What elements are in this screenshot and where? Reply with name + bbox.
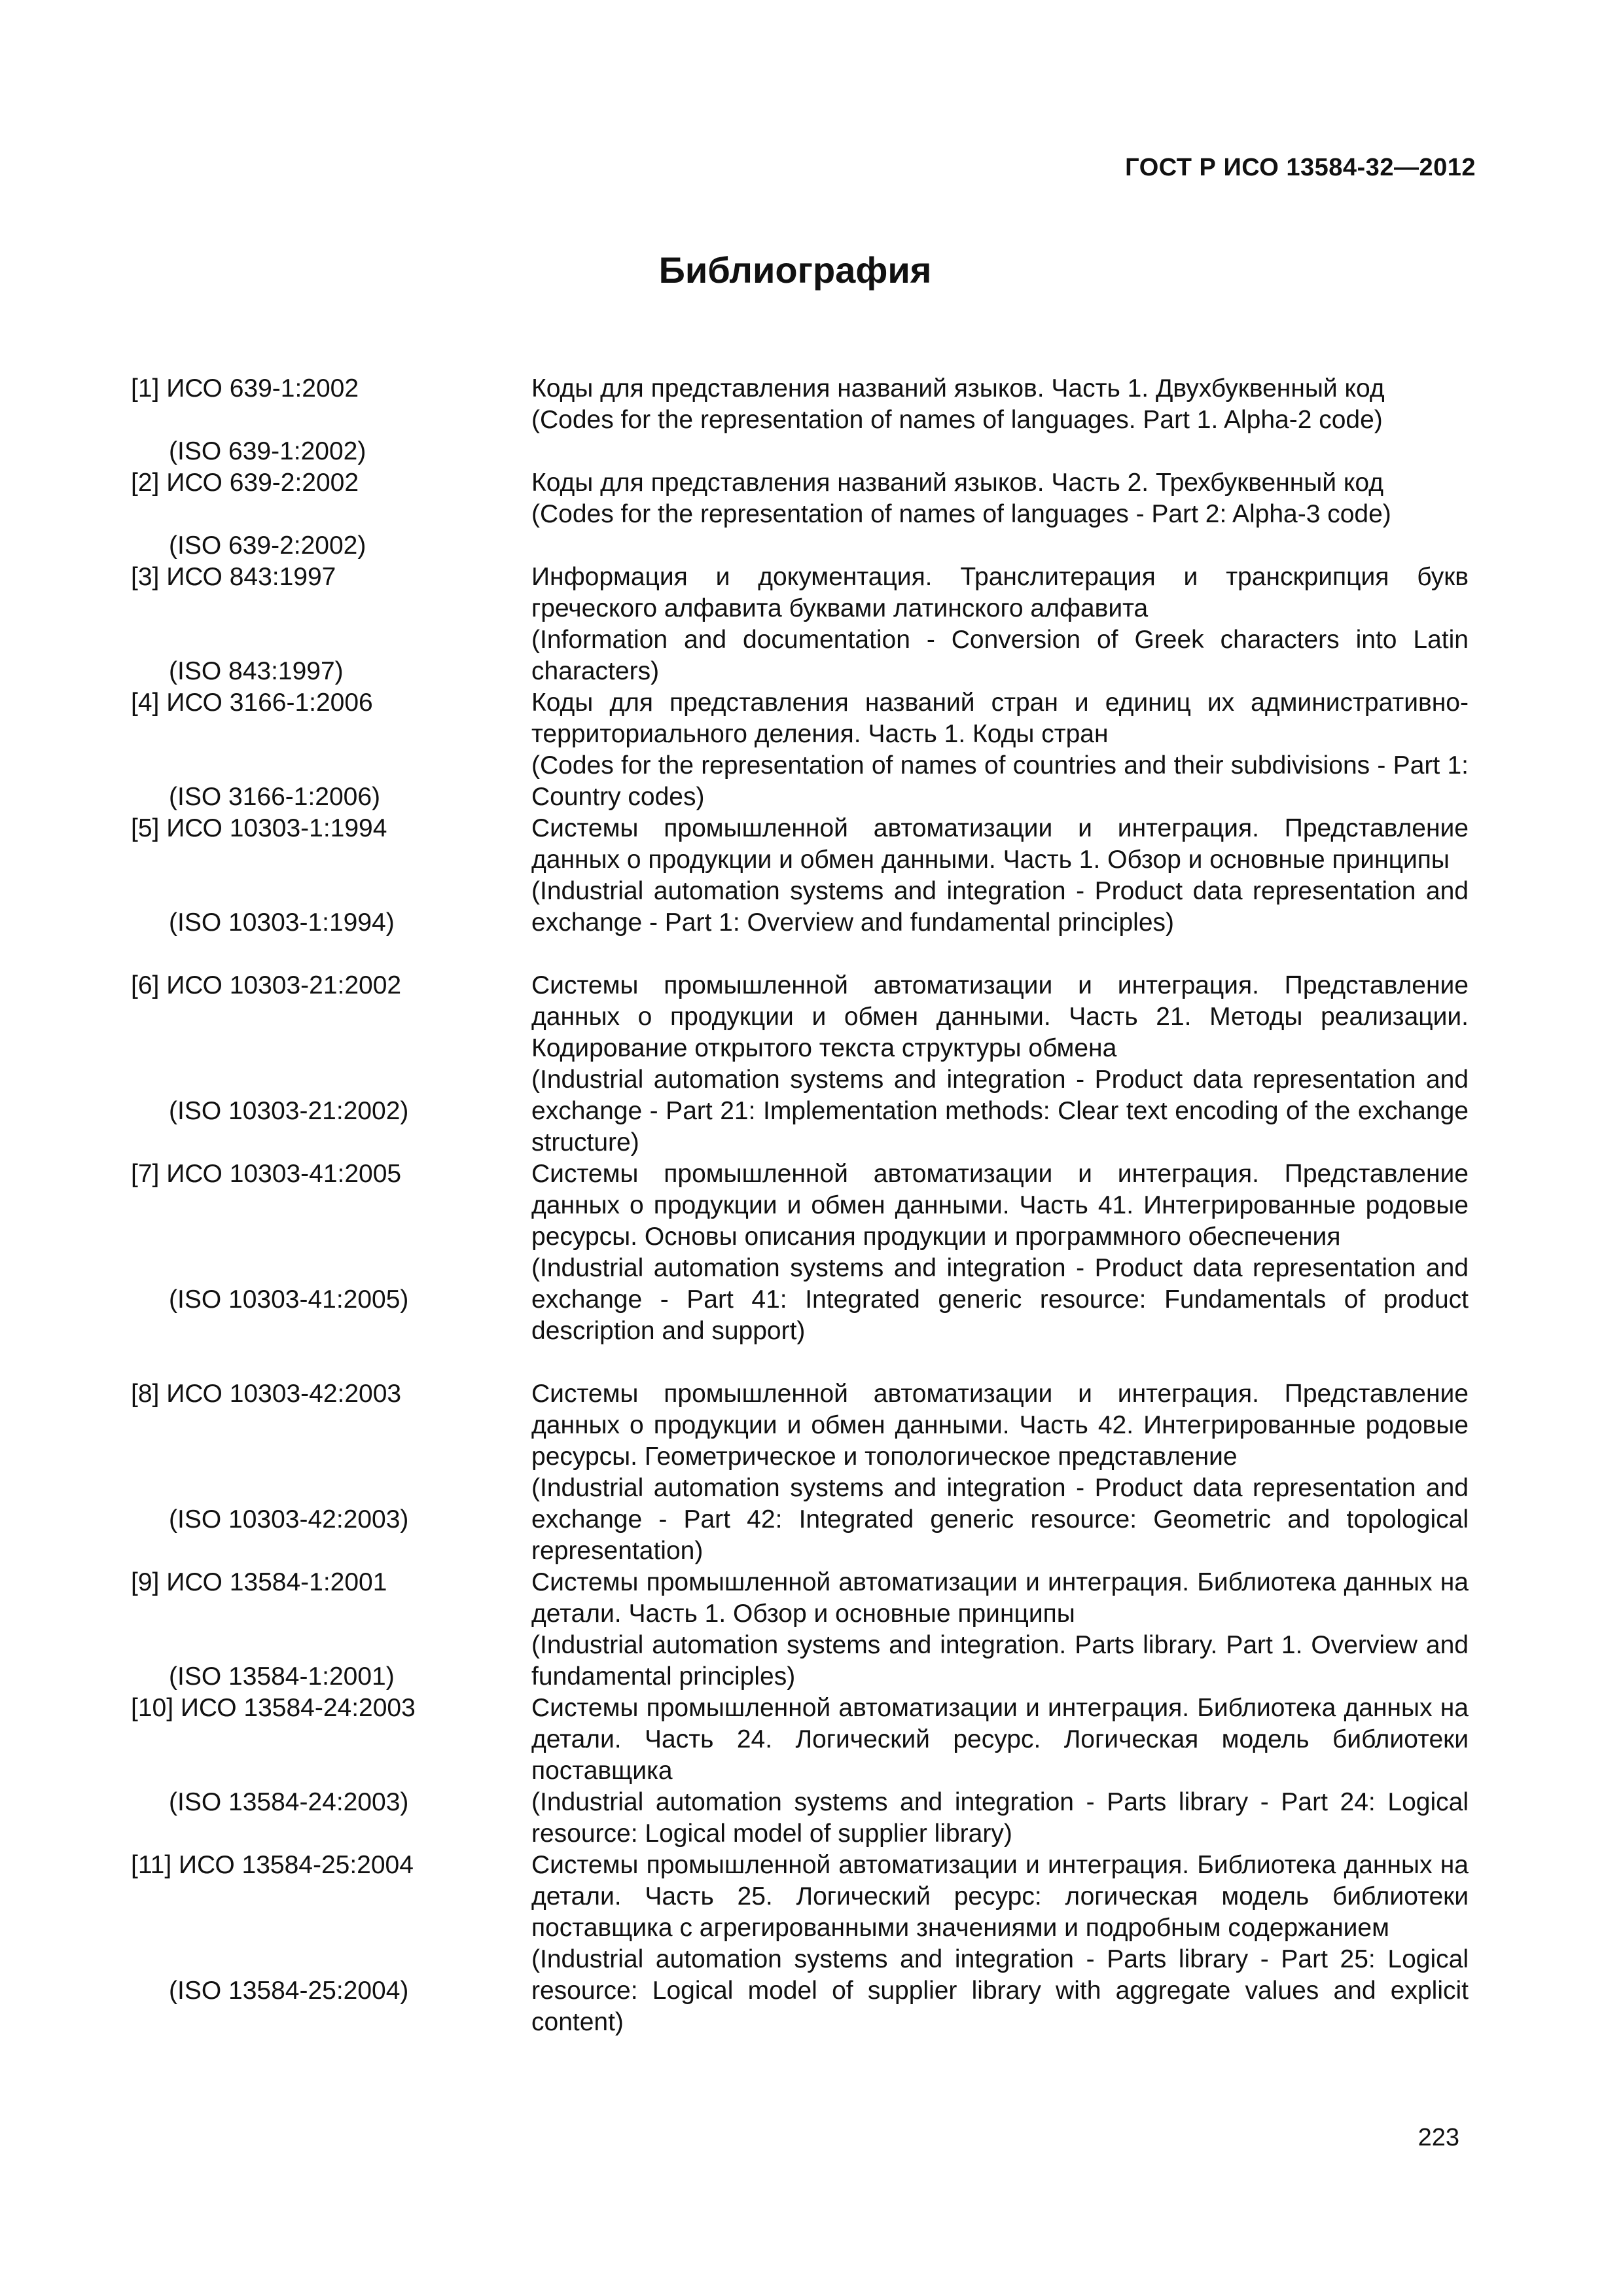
entry-reference: [10] ИСО 13584-24:2003 bbox=[131, 1694, 416, 1722]
entry-title-ru: Системы промышленной автоматизации и интеграция. Библиотека данных на детали. Часть 1. Обзор и основные принципы bbox=[531, 1568, 1469, 1628]
entry-description bbox=[531, 1567, 1469, 1693]
entry-reference: [9] ИСО 13584-1:2001 bbox=[131, 1568, 387, 1596]
entry-iso-reference: (ISO 10303-41:2005) bbox=[169, 1285, 409, 1314]
entry-title-en: (Industrial automation systems and integration - Product data representation and exchange - Part 42: Integrated generic resource: Geometric and topological representation) bbox=[531, 1474, 1469, 1565]
entry-description bbox=[531, 813, 1469, 939]
entry-description bbox=[531, 687, 1469, 813]
entry-title-en: (Codes for the representation of names of languages. Part 1. Alpha-2 code) bbox=[531, 406, 1383, 434]
entry-description bbox=[531, 373, 1469, 436]
entry-description bbox=[531, 1850, 1469, 2038]
entry-reference: [11] ИСО 13584-25:2004 bbox=[131, 1851, 414, 1879]
entry-description bbox=[531, 970, 1469, 1158]
entry-description bbox=[531, 1693, 1469, 1850]
entry-iso-reference: (ISO 843:1997) bbox=[169, 657, 344, 685]
entry-iso-reference: (ISO 3166-1:2006) bbox=[169, 783, 381, 811]
entry-iso-reference: (ISO 10303-21:2002) bbox=[169, 1097, 409, 1125]
entry-title-ru: Информация и документация. Транслитерация и транскрипция букв греческого алфавита буквами латинского алфавита bbox=[531, 563, 1469, 622]
page-title: Библиография bbox=[658, 249, 932, 291]
entry-description bbox=[531, 1158, 1469, 1347]
entry-description bbox=[531, 562, 1469, 687]
entry-iso-reference: (ISO 13584-24:2003) bbox=[169, 1788, 409, 1816]
entry-title-en: (Industrial automation systems and integration. Parts library. Part 1. Overview and fundamental principles) bbox=[531, 1631, 1469, 1691]
entry-reference: [8] ИСО 10303-42:2003 bbox=[131, 1380, 402, 1408]
entry-title-en: (Industrial automation systems and integration - Parts library - Part 25: Logical resource: Logical model of supplier library with aggregate values and explicit content) bbox=[531, 1945, 1469, 2036]
entry-reference: [6] ИСО 10303-21:2002 bbox=[131, 971, 402, 999]
entry-iso-reference: (ISO 13584-1:2001) bbox=[169, 1662, 395, 1691]
entry-reference: [7] ИСО 10303-41:2005 bbox=[131, 1160, 402, 1188]
entry-title-ru: Коды для представления названий языков. Часть 1. Двухбуквенный код bbox=[531, 374, 1385, 403]
entry-title-ru: Системы промышленной автоматизации и интеграция. Библиотека данных на детали. Часть 25. Логический ресурс: логическая модель библиотеки поставщика с агрегированными значениями и подробным содержанием bbox=[531, 1851, 1469, 1942]
entry-title-ru: Системы промышленной автоматизации и интеграция. Представление данных о продукции и обмен данными. Часть 41. Интегрированные родовые ресурсы. Основы описания продукции и программного обеспечения bbox=[531, 1160, 1469, 1251]
entry-iso-reference: (ISO 10303-1:1994) bbox=[169, 908, 395, 937]
entry-title-ru: Коды для представления названий языков. Часть 2. Трехбуквенный код bbox=[531, 469, 1384, 497]
page-number: 223 bbox=[1418, 2124, 1459, 2151]
entry-iso-reference: (ISO 639-2:2002) bbox=[169, 531, 366, 560]
entry-iso-reference: (ISO 10303-42:2003) bbox=[169, 1505, 409, 1534]
entry-reference: [1] ИСО 639-1:2002 bbox=[131, 374, 359, 403]
entry-title-ru: Коды для представления названий стран и единиц их административно-территориального деления. Часть 1. Коды стран bbox=[531, 689, 1469, 748]
entry-reference: [4] ИСО 3166-1:2006 bbox=[131, 689, 373, 717]
entry-title-en: (Industrial automation systems and integration - Product data representation and exchange - Part 21: Implementation methods: Clear text encoding of the exchange structure) bbox=[531, 1066, 1469, 1157]
entry-title-en: (Industrial automation systems and integration - Product data representation and exchange - Part 41: Integrated generic resource: Fundamentals of product description and support) bbox=[531, 1254, 1469, 1345]
entry-description bbox=[531, 1378, 1469, 1567]
document-header: ГОСТ Р ИСО 13584-32—2012 bbox=[1125, 154, 1476, 181]
entry-title-ru: Системы промышленной автоматизации и интеграция. Представление данных о продукции и обмен данными. Часть 21. Методы реализации. Кодирование открытого текста структуры обмена bbox=[531, 971, 1469, 1062]
entry-title-en: (Industrial automation systems and integration - Parts library - Part 24: Logical resource: Logical model of supplier library) bbox=[531, 1788, 1469, 1848]
entry-title-ru: Системы промышленной автоматизации и интеграция. Представление данных о продукции и обмен данными. Часть 1. Обзор и основные принципы bbox=[531, 814, 1469, 874]
entry-iso-reference: (ISO 13584-25:2004) bbox=[169, 1977, 409, 2005]
entry-title-ru: Системы промышленной автоматизации и интеграция. Библиотека данных на детали. Часть 24. Логический ресурс. Логическая модель библиотеки поставщика bbox=[531, 1694, 1469, 1785]
entry-reference: [2] ИСО 639-2:2002 bbox=[131, 469, 359, 497]
entry-iso-reference: (ISO 639-1:2002) bbox=[169, 437, 366, 465]
entry-title-ru: Системы промышленной автоматизации и интеграция. Представление данных о продукции и обмен данными. Часть 42. Интегрированные родовые ресурсы. Геометрическое и топологическое представление bbox=[531, 1380, 1469, 1471]
entry-title-en: (Codes for the representation of names of languages - Part 2: Alpha-3 code) bbox=[531, 500, 1391, 528]
entry-description bbox=[531, 467, 1469, 530]
entry-reference: [3] ИСО 843:1997 bbox=[131, 563, 336, 591]
entry-reference: [5] ИСО 10303-1:1994 bbox=[131, 814, 387, 842]
entry-title-en: (Information and documentation - Conversion of Greek characters into Latin characters) bbox=[531, 626, 1469, 685]
entry-title-en: (Codes for the representation of names of countries and their subdivisions - Part 1: Country codes) bbox=[531, 751, 1469, 811]
entry-title-en: (Industrial automation systems and integration - Product data representation and exchange - Part 1: Overview and fundamental principles) bbox=[531, 877, 1469, 937]
